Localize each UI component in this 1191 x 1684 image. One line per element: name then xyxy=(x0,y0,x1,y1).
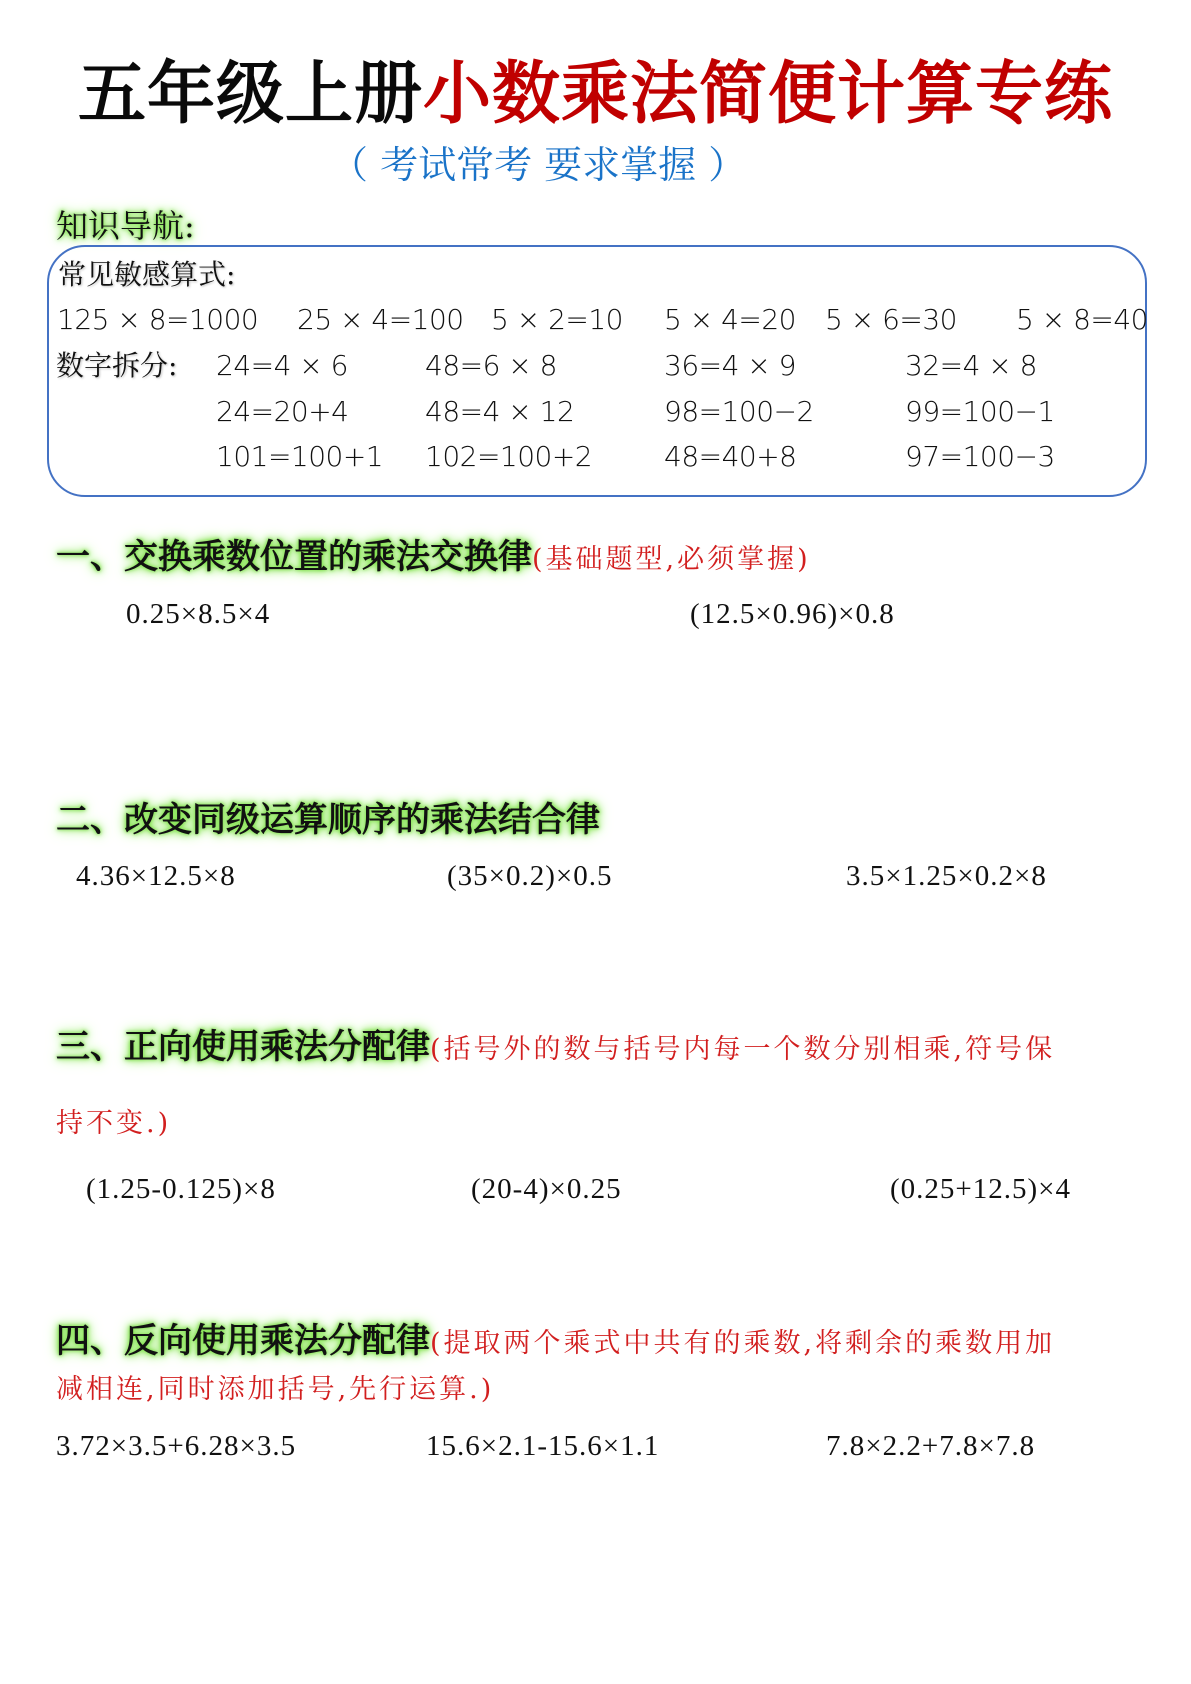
section-3-title: 三、正向使用乘法分配律 xyxy=(56,1027,430,1067)
problem: 3.5×1.25×0.2×8 xyxy=(846,860,1047,892)
problem: (20-4)×0.25 xyxy=(471,1173,622,1205)
common-formula: 125 × 8=1000 xyxy=(57,303,259,336)
split-formula: 101=100+1 xyxy=(216,440,384,473)
split-formula: 32=4 × 8 xyxy=(905,349,1037,382)
problem: 7.8×2.2+7.8×7.8 xyxy=(826,1430,1036,1462)
problem: 3.72×3.5+6.28×3.5 xyxy=(56,1430,297,1462)
section-4-title: 四、反向使用乘法分配律 xyxy=(56,1321,430,1361)
common-formula: 25 × 4=100 xyxy=(297,303,464,336)
split-formula: 99=100−1 xyxy=(905,395,1055,428)
problem: (1.25-0.125)×8 xyxy=(86,1173,276,1205)
common-formula: 5 × 6=30 xyxy=(825,303,957,336)
section-2-heading xyxy=(56,797,600,843)
section-3-heading xyxy=(56,1024,1055,1073)
page-title-grade: 五年级上册 xyxy=(77,55,423,134)
split-formula: 97=100−3 xyxy=(905,440,1055,473)
knowledge-nav-label: 知识导航: xyxy=(56,207,195,245)
split-formula: 24=4 × 6 xyxy=(216,349,348,382)
section-4-note-continued: 减相连,同时添加括号,先行运算.) xyxy=(56,1374,495,1405)
split-formula: 48=6 × 8 xyxy=(425,349,557,382)
section-4-note: (提取两个乘式中共有的乘数,将剩余的乘数用加 xyxy=(430,1328,1056,1359)
problem: (0.25+12.5)×4 xyxy=(890,1173,1072,1205)
section-1-heading xyxy=(56,534,811,583)
section-3-note-continued: 持不变.) xyxy=(56,1108,172,1139)
section-2-title: 二、改变同级运算顺序的乘法结合律 xyxy=(56,800,600,840)
section-3-note: (括号外的数与括号内每一个数分别相乘,符号保 xyxy=(430,1034,1056,1065)
split-formula: 48=4 × 12 xyxy=(425,395,575,428)
split-formula: 24=20+4 xyxy=(216,395,349,428)
common-formulas-label: 常见敏感算式: xyxy=(58,258,236,291)
problem: 4.36×12.5×8 xyxy=(76,860,236,892)
section-1-note: (基础题型,必须掌握) xyxy=(532,544,811,575)
page-title xyxy=(0,50,1191,140)
problem: (12.5×0.96)×0.8 xyxy=(690,598,895,630)
split-formula: 98=100−2 xyxy=(664,395,814,428)
common-formula: 5 × 8=40 xyxy=(1016,303,1148,336)
split-formula: 48=40+8 xyxy=(664,440,797,473)
problem: (35×0.2)×0.5 xyxy=(447,860,613,892)
split-formula: 36=4 × 9 xyxy=(664,349,796,382)
problem: 15.6×2.1-15.6×1.1 xyxy=(426,1430,660,1462)
split-formula: 102=100+2 xyxy=(425,440,593,473)
page-subtitle: （ 考试常考 要求掌握 ） xyxy=(330,143,747,187)
common-formula: 5 × 2=10 xyxy=(491,303,623,336)
problem: 0.25×8.5×4 xyxy=(126,598,271,630)
section-1-title: 一、交换乘数位置的乘法交换律 xyxy=(56,537,532,577)
page-title-topic: 小数乘法简便计算专练 xyxy=(423,55,1114,134)
common-formula: 5 × 4=20 xyxy=(664,303,796,336)
number-split-label: 数字拆分: xyxy=(56,349,178,382)
section-4-heading xyxy=(56,1318,1055,1367)
